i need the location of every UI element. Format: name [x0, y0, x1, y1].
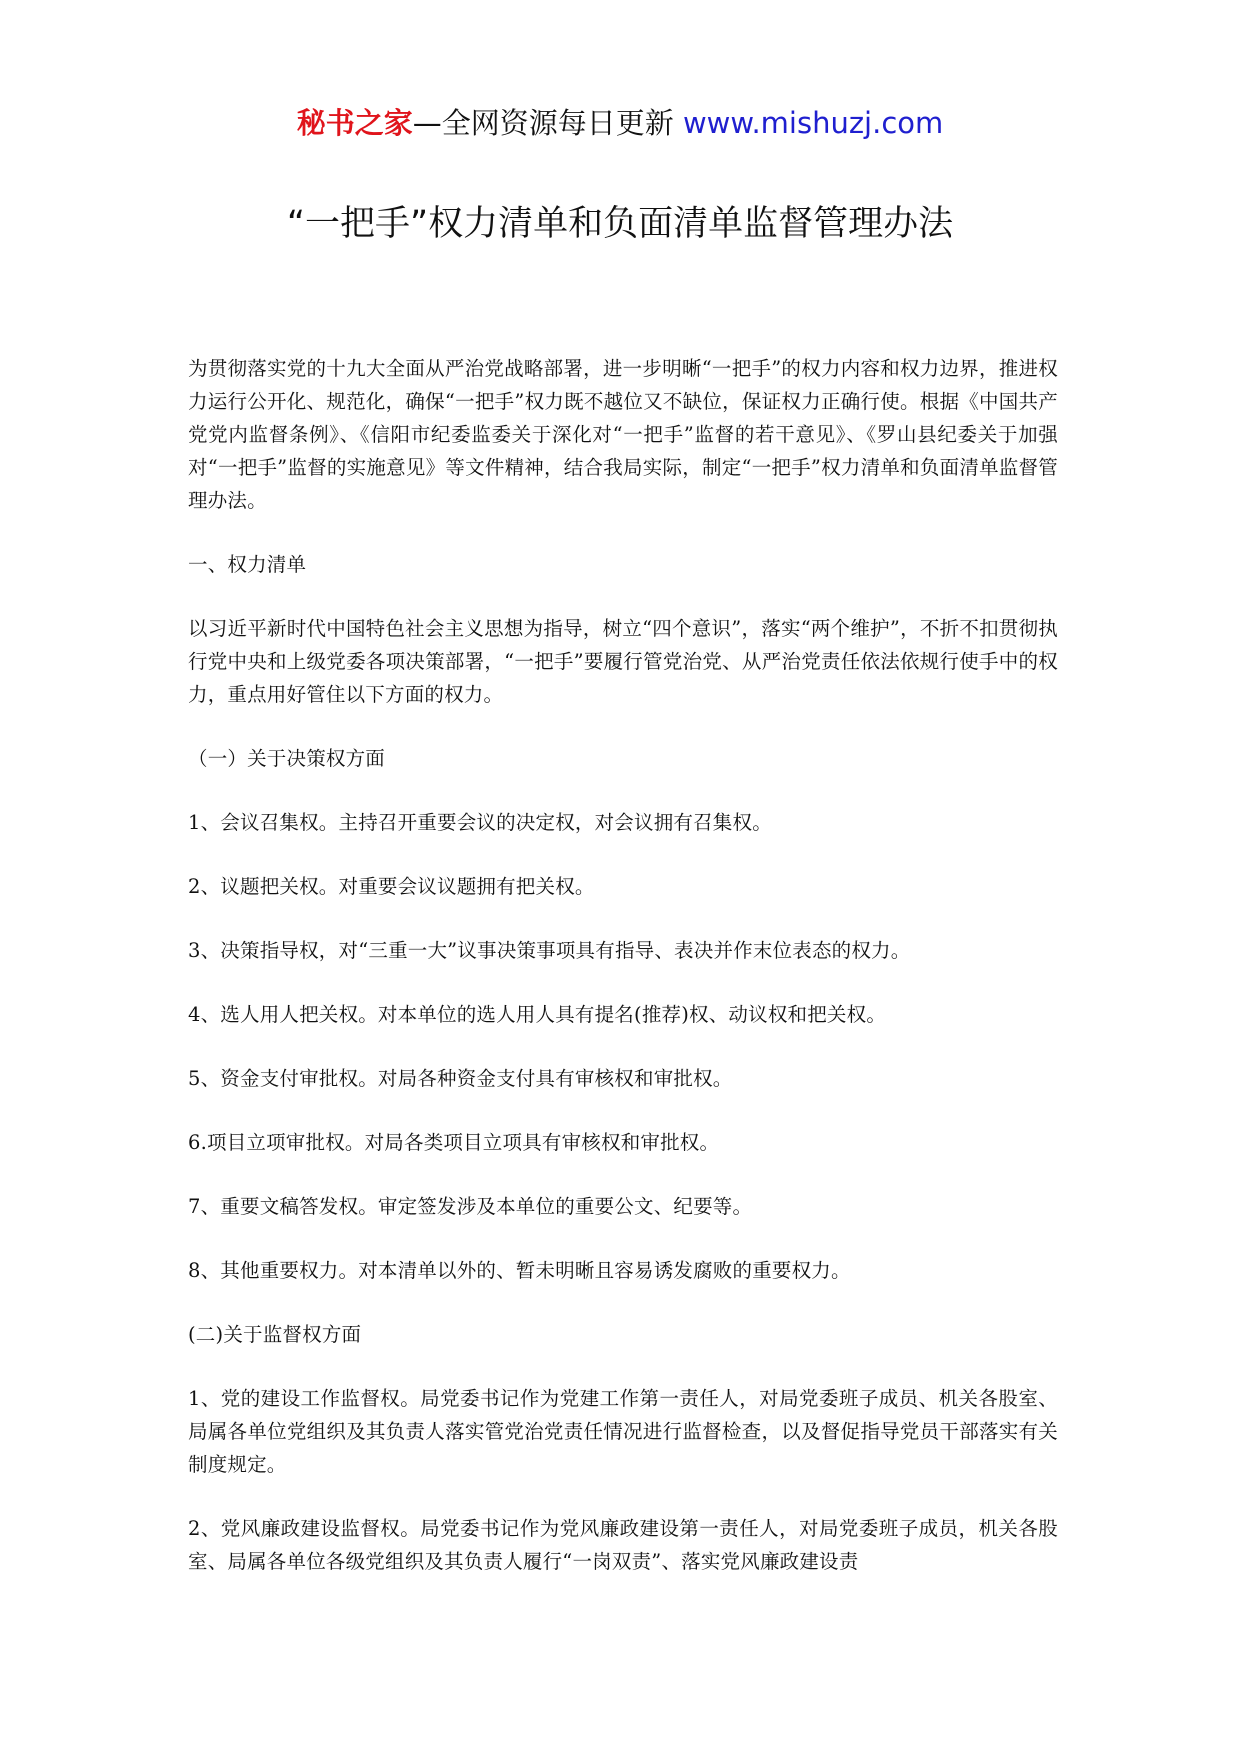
list-item: 1、会议召集权。主持召开重要会议的决定权，对会议拥有召集权。: [188, 811, 772, 834]
document-body: [188, 352, 1058, 1609]
site-url-link[interactable]: www.mishuzj.com: [682, 106, 944, 140]
subsection-heading-supervision: (二)关于监督权方面: [188, 1323, 362, 1346]
list-item: 6.项目立项审批权。对局各类项目立项具有审核权和审批权。: [188, 1131, 720, 1154]
list-item: 4、选人用人把关权。对本单位的选人用人具有提名(推荐)权、动议权和把关权。: [188, 1003, 887, 1026]
list-item: 3、决策指导权，对“三重一大”议事决策事项具有指导、表决并作末位表态的权力。: [188, 939, 911, 962]
list-item: 5、资金支付审批权。对局各种资金支付具有审核权和审批权。: [188, 1067, 733, 1090]
intro-paragraph: 为贯彻落实党的十九大全面从严治党战略部署，进一步明晰“一把手”的权力内容和权力边界，推进权力运行公开化、规范化，确保“一把手”权力既不越位又不缺位，保证权力正确行使。根据《中国共产党党内监督条例》、《信阳市纪委监委关于深化对“一把手”监督的若干意见》、《罗山县纪委关于加强对“一把手”监督的实施意见》等文件精神，结合我局实际，制定“一把手”权力清单和负面清单监督管理办法。: [188, 357, 1058, 512]
document-title: “一把手”权力清单和负面清单监督管理办法: [286, 204, 954, 244]
section-heading-power-list: 一、权力清单: [188, 553, 307, 576]
list-item: 8、其他重要权力。对本清单以外的、暂未明晰且容易诱发腐败的重要权力。: [188, 1259, 851, 1282]
list-item: 7、重要文稿答发权。审定签发涉及本单位的重要公文、纪要等。: [188, 1195, 753, 1218]
subsection-heading-decision: （一）关于决策权方面: [188, 747, 386, 770]
power-list-intro-paragraph: 以习近平新时代中国特色社会主义思想为指导，树立“四个意识”，落实“两个维护”，不折不扣贯彻执行党中央和上级党委各项决策部署，“一把手”要履行管党治党、从严治党责任依法依规行使手中的权力，重点用好管住以下方面的权力。: [188, 617, 1058, 706]
header-tagline: —全网资源每日更新: [412, 106, 683, 140]
list-item: 2、议题把关权。对重要会议议题拥有把关权。: [188, 875, 595, 898]
site-header: [0, 103, 1240, 143]
brand-name: 秘书之家: [296, 106, 413, 140]
list-item: 2、党风廉政建设监督权。局党委书记作为党风廉政建设第一责任人，对局党委班子成员，机关各股室、局属各单位各级党组织及其负责人履行“一岗双责”、落实党风廉政建设责: [188, 1517, 1058, 1573]
list-item: 1、党的建设工作监督权。局党委书记作为党建工作第一责任人，对局党委班子成员、机关各股室、局属各单位党组织及其负责人落实管党治党责任情况进行监督检查，以及督促指导党员干部落实有关制度规定。: [188, 1387, 1058, 1476]
